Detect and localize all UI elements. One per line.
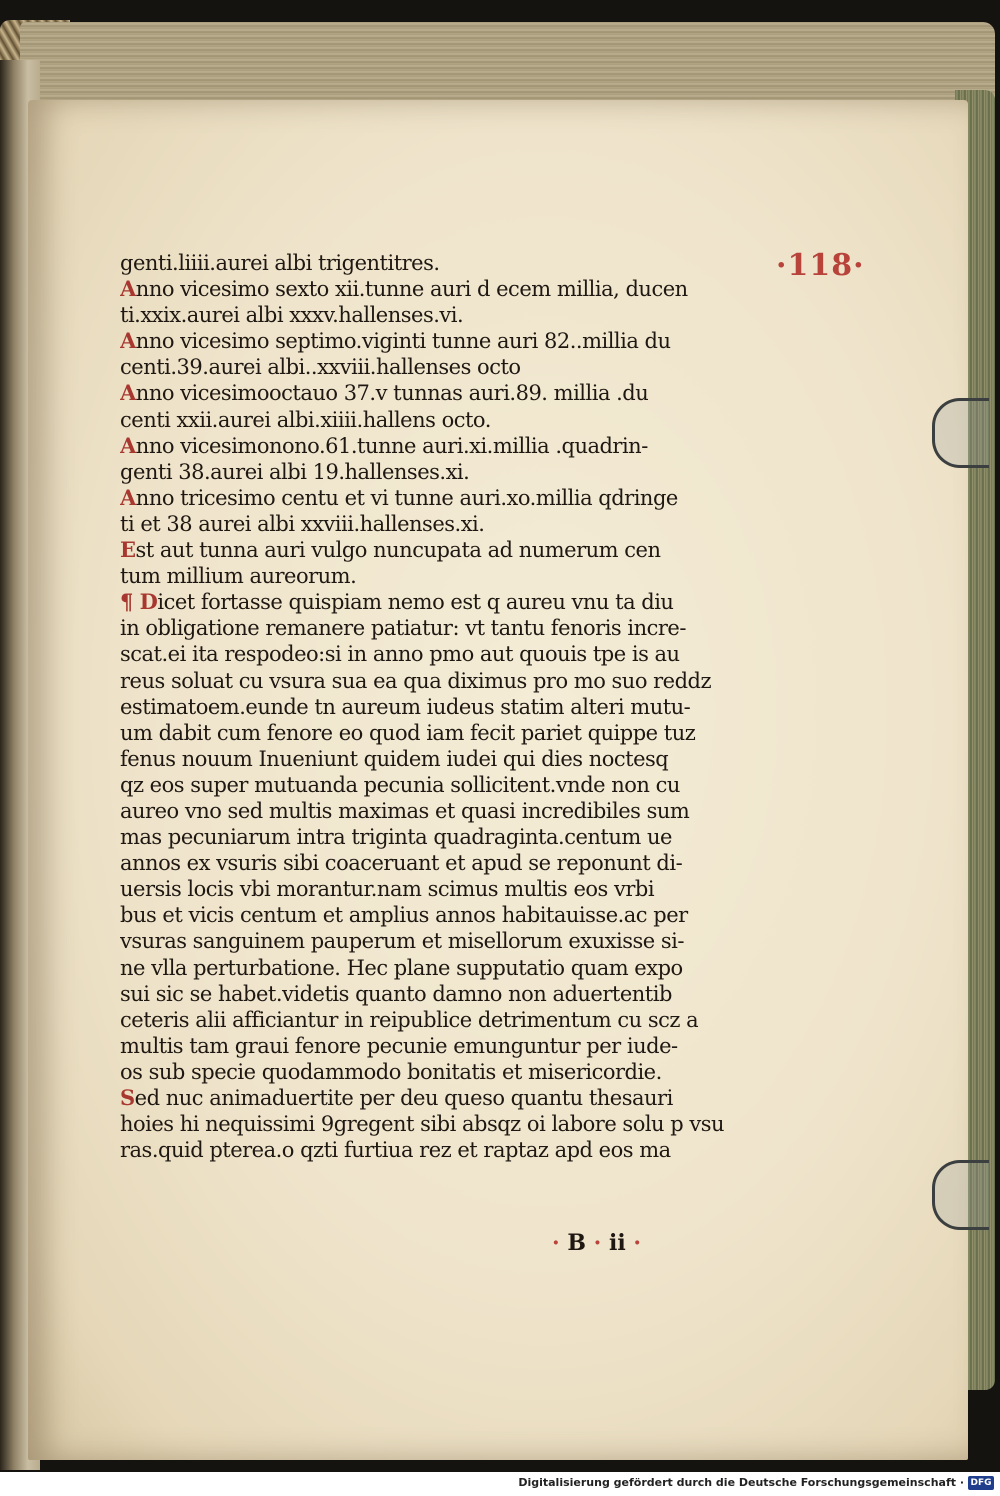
rubricated-initial: A [120, 276, 136, 302]
line-text: ed nuc animaduertite per deu queso quantu thesauri [134, 1086, 673, 1110]
text-line [120, 1033, 740, 1059]
signature-mark [552, 1230, 641, 1256]
text-block [120, 250, 740, 1163]
text-line [120, 1059, 740, 1085]
line-text: nno vicesimonono.61.tunne auri.xi.millia .quadrin- [135, 433, 648, 458]
line-text: scat.ei ita respodeo:si in anno pmo aut quouis tpe is au [120, 642, 680, 667]
text-line [120, 328, 740, 354]
line-text: multis tam graui fenore pecunie emunguntur per iude- [120, 1033, 678, 1058]
text-line [120, 1085, 740, 1111]
text-line [120, 772, 740, 798]
text-line [120, 407, 740, 433]
footer-credit: Digitalisierung gefördert durch die Deutsche Forschungsgemeinschaft · [518, 1476, 964, 1489]
signature-dot: · [552, 1230, 560, 1256]
text-line [120, 902, 740, 928]
text-line [120, 694, 740, 720]
text-line [120, 615, 740, 641]
line-text: centi.39.aurei albi..xxviii.hallenses octo [120, 355, 521, 380]
book-clamp-bottom [932, 1160, 989, 1230]
text-line [120, 955, 740, 981]
book-clamp-top [932, 398, 989, 468]
text-line [120, 250, 740, 276]
text-line [120, 928, 740, 954]
line-text: ti.xxix.aurei albi xxxv.hallenses.vi. [120, 303, 464, 328]
text-line [120, 641, 740, 667]
text-line [120, 746, 740, 772]
line-text: centi xxii.aurei albi.xiiii.hallens octo. [120, 407, 491, 432]
line-text: nno tricesimo centu et vi tunne auri.xo.millia qdringe [135, 485, 678, 510]
signature-dot: · [633, 1230, 642, 1256]
text-line [120, 824, 740, 850]
line-text: fenus nouum Inueniunt quidem iudei qui dies noctesq [120, 746, 669, 771]
footer-bar [0, 1472, 1000, 1496]
line-text: annos ex vsuris sibi coaceruant et apud se reponunt di- [120, 851, 683, 876]
line-text: um dabit cum fenore eo quod iam fecit pariet quippe tuz [120, 720, 696, 745]
rubricated-initial: A [120, 328, 136, 354]
line-text: in obligatione remanere patiatur: vt tantu fenoris incre- [120, 616, 686, 641]
text-line [120, 302, 740, 328]
text-line [120, 485, 740, 511]
line-text: icet fortasse quispiam nemo est q aureu vnu ta diu [157, 590, 674, 615]
line-text: nno vicesimooctauo 37.v tunnas auri.89. millia .du [135, 381, 649, 406]
line-text: sui sic se habet.videtis quanto damno non aduertentib [120, 981, 672, 1006]
line-text: qz eos super mutuanda pecunia sollicitent.vnde non cu [120, 772, 680, 797]
text-line [120, 668, 740, 694]
signature-number: ii [608, 1230, 626, 1256]
line-text: st aut tunna auri vulgo nuncupata ad numerum cen [135, 538, 661, 563]
text-line [120, 1111, 740, 1137]
line-text: ceteris alii afficiantur in reipublice detrimentum cu scz a [120, 1007, 699, 1032]
line-text: genti 38.aurei albi 19.hallenses.xi. [120, 459, 470, 484]
text-line [120, 981, 740, 1007]
text-line [120, 433, 740, 459]
text-line [120, 459, 740, 485]
line-text: ti et 38 aurei albi xxviii.hallenses.xi. [120, 511, 485, 536]
rubricated-initial: S [120, 1085, 135, 1110]
signature-dot: · [593, 1230, 602, 1256]
text-line [120, 537, 740, 563]
rubricated-initial: ¶ D [120, 589, 158, 615]
line-text: bus et vicis centum et amplius annos habitauisse.ac per [120, 903, 688, 928]
text-line [120, 1137, 740, 1163]
text-line [120, 798, 740, 824]
rubricated-initial: A [120, 432, 136, 458]
text-line [120, 876, 740, 902]
text-line [120, 380, 740, 406]
rubricated-initial: A [120, 484, 136, 510]
text-line [120, 1007, 740, 1033]
text-line [120, 511, 740, 537]
dfg-logo-icon: DFG [968, 1476, 994, 1490]
signature-letter: B [567, 1230, 586, 1256]
rubricated-initial: A [120, 380, 136, 406]
line-text: os sub specie quodammodo bonitatis et misericordie. [120, 1059, 662, 1084]
line-text: aureo vno sed multis maximas et quasi incredibiles sum [120, 798, 690, 823]
line-text: tum millium aureorum. [120, 564, 357, 589]
line-text: nno vicesimo sexto xii.tunne auri d ecem millia, ducen [135, 277, 688, 302]
text-line [120, 563, 740, 589]
line-text: nno vicesimo septimo.viginti tunne auri 82..millia du [135, 329, 671, 354]
line-text: genti.liiii.aurei albi trigentitres. [120, 251, 440, 275]
text-line [120, 354, 740, 380]
line-text: hoies hi nequissimi 9gregent sibi absqz oi labore solu p vsu [120, 1112, 725, 1137]
line-text: vsuras sanguinem pauperum et misellorum exuxisse si- [120, 929, 684, 954]
line-text: ras.quid pterea.o qzti furtiua rez et raptaz apd eos ma [120, 1138, 671, 1163]
line-text: reus soluat cu vsura sua ea qua diximus pro mo suo reddz [120, 668, 712, 693]
text-line [120, 850, 740, 876]
line-text: estimatoem.eunde tn aureum iudeus statim alteri mutu- [120, 694, 691, 719]
text-line [120, 276, 740, 302]
line-text: uersis locis vbi morantur.nam scimus multis eos vrbi [120, 877, 655, 902]
line-text: ne vlla perturbatione. Hec plane supputatio quam expo [120, 955, 683, 980]
text-line [120, 589, 740, 615]
text-line [120, 720, 740, 746]
rubricated-initial: E [120, 537, 136, 563]
line-text: mas pecuniarum intra triginta quadraginta.centum ue [120, 825, 672, 850]
folio-number: ·118· [776, 248, 865, 283]
